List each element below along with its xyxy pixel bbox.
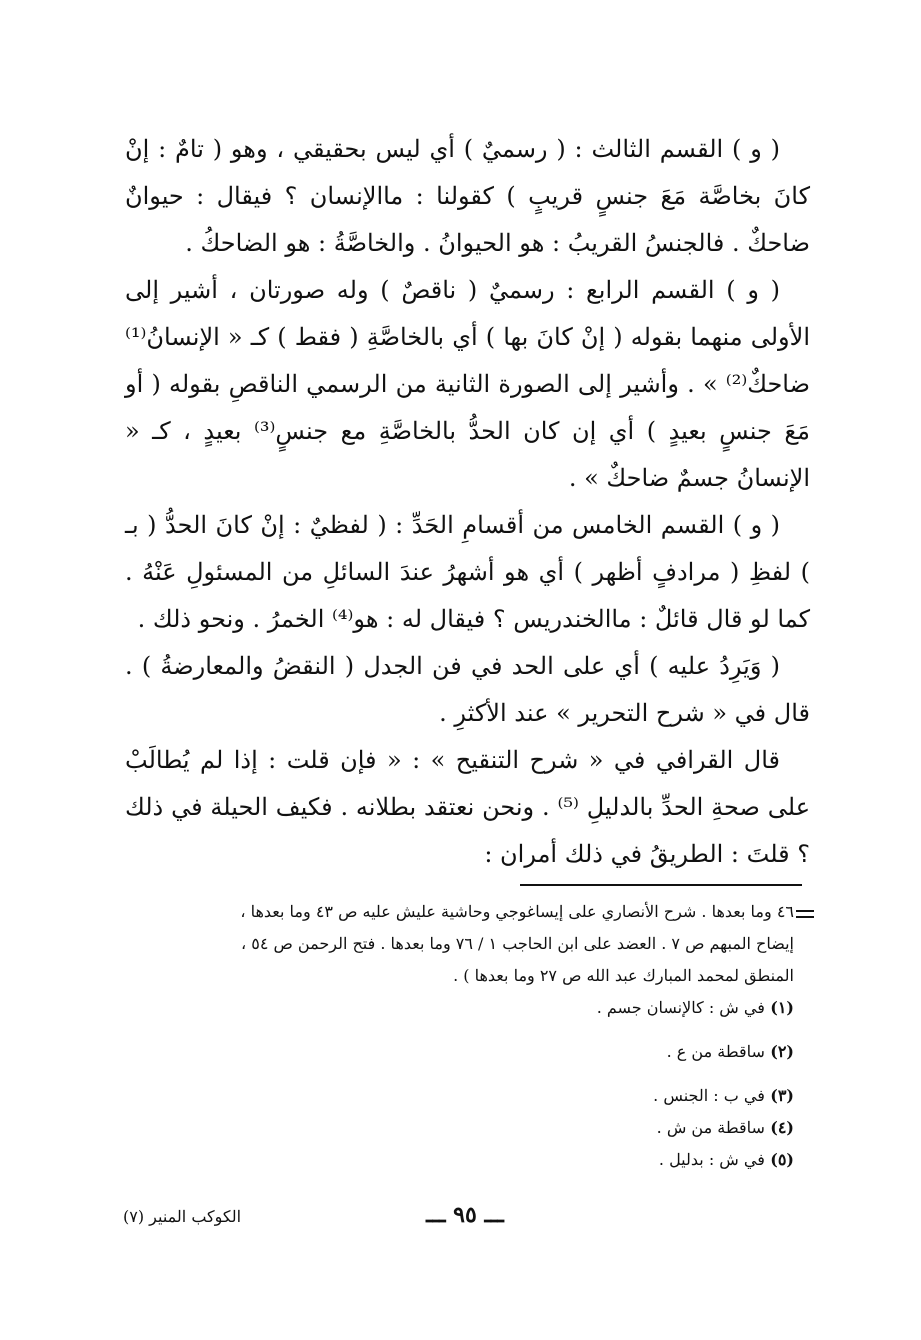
main-text-body (125, 126, 810, 878)
footnote-continuation-mark (796, 910, 814, 912)
paragraph-section-four: ( و ) القسم الرابع : رسميٌ ( ناقصٌ ) وله صورتان ، أشير إلى الأولى منهما بقوله ( إنْ كانَ بها ) أي بالخاصَّةِ ( فقط ) كـ « الإنسانُ⁽¹⁾ ضاحكٌ⁽²⁾ » . وأشير إلى الصورة الثانية من الرسمي الناقصِ بقوله ( أو مَعَ جنسٍ بعيدٍ ) أي إن كان الحدُّ بالخاصَّةِ مع جنسٍ⁽³⁾ بعيدٍ ، كـ « الإنسانُ جسمٌ ضاحكٌ » . (125, 276, 810, 492)
footnote-text: ساقطة من ش . (656, 1118, 765, 1137)
footnote-reference-line: إيضاح المبهم ص ٧ . العضد على ابن الحاجب ١ / ٧٦ وما بعدها . فتح الرحمن ص ٥٤ ، (240, 934, 794, 953)
paragraph-qarafi-quote: قال القرافي في « شرح التنقيح » : « فإن قلت : إذا لم يُطالَبْ على صحةِ الحدِّ بالدليلِ ⁽⁵⁾ . ونحن نعتقد بطلانه . فكيف الحيلة في ذلك ؟ قلتَ : الطريقُ في ذلك أمران : (125, 746, 811, 868)
footnote-text: في ش : كالإنسان جسم . (596, 998, 765, 1017)
paragraph-section-five: ( و ) القسم الخامس من أقسامِ الحَدِّ : ( لفظيٌ : إنْ كانَ الحدُّ ( بـ ) لفظِ ( مرادفٍ أظهر ) أي هو أشهرُ عندَ السائلِ من المسئولِ عَنْهُ . كما لو قال قائلٌ : ماالخندريس ؟ فيقال له : هو⁽⁴⁾ الخمرُ . ونحو ذلك . (125, 511, 810, 633)
footnote-number: (٣) (770, 1086, 794, 1105)
footnote-text: في ب : الجنس . (653, 1086, 765, 1105)
footnote-item (118, 1080, 794, 1112)
footnote-text: في ش : بدليل . (658, 1150, 765, 1169)
footnote-number: (٥) (770, 1150, 794, 1169)
paragraph-section-three: ( و ) القسم الثالث : ( رسميٌ ) أي ليس بحقيقي ، وهو ( تامٌ : إنْ كانَ بخاصَّة مَعَ جنسٍ قريبٍ ) كقولنا : ماالإنسان ؟ فيقال : حيوانٌ ضاحكٌ . فالجنسُ القريبُ : هو الحيوانُ . والخاصَّةُ : هو الضاحكُ . (125, 135, 810, 257)
footnote-number: (١) (770, 998, 794, 1017)
footnote-number: (٤) (770, 1118, 794, 1137)
page-number: ـــ ٩٥ ـــ (426, 1202, 504, 1228)
book-title-footer: الكوكب المنير (٧) (123, 1207, 242, 1226)
footnote-separator-line (520, 884, 802, 886)
footnotes-section (118, 896, 794, 1176)
footnote-number: (٢) (770, 1042, 794, 1061)
footnote-item (118, 1036, 794, 1068)
footnote-item (118, 1144, 794, 1176)
footnote-text: ساقطة من ع . (666, 1042, 765, 1061)
footnote-reference-line: المنطق لمحمد المبارك عبد الله ص ٢٧ وما بعدها ) . (453, 966, 794, 985)
footnote-item (118, 992, 794, 1024)
footnote-item (118, 1112, 794, 1144)
footnote-reference-line: ٤٦ وما بعدها . شرح الأنصاري على إيساغوجي وحاشية عليش عليه ص ٤٣ وما بعدها ، (240, 902, 794, 921)
paragraph-objection: ( وَيَرِدُ عليه ) أي على الحد في فن الجدل ( النقضُ والمعارضةُ ) . قال في « شرح التحرير » عند الأكثرِ . (125, 652, 810, 727)
